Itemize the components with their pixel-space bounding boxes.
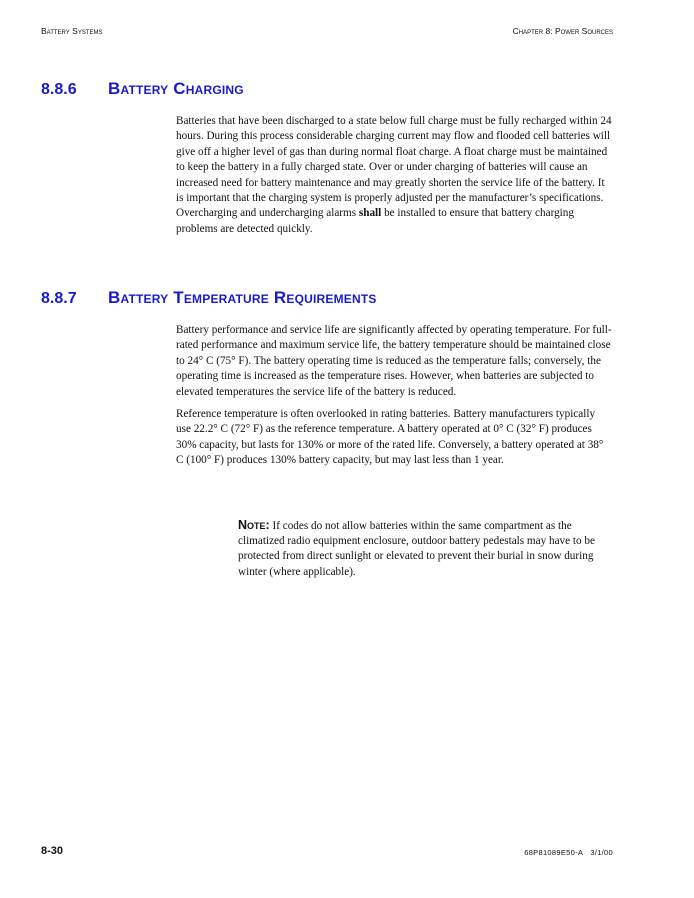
- section-number: 8.8.7: [41, 290, 77, 307]
- page-number: 8-30: [41, 845, 64, 857]
- header-chapter-title: Chapter 8: Power Sources: [512, 26, 613, 36]
- section-heading-battery-temperature: [41, 288, 377, 308]
- paragraph: Reference temperature is often overlooked in rating batteries. Battery manufacturers typically use 22.2° C (72° F) as the reference temperature. A battery operated at 0° C (32° F) produces 30% capacity, but lasts for 130% or more of the rated life. Conversely, a battery operated at 38° C (100° F) produces 130% battery capacity, but may last less than 1 year.: [176, 408, 604, 467]
- document-date: 3/1/00: [590, 848, 613, 857]
- paragraph: Battery performance and service life are significantly affected by operating temperature. For full-rated performance and maximum service life, the battery temperature should be maintained close to 24° C (75° F). The battery operating time is reduced as the temperature falls; conversely, the operating time is increased as the temperature rises. However, when batteries are subjected to elevated temperatures the service life of the battery is reduced.: [176, 324, 612, 398]
- page-header: [41, 26, 613, 38]
- section-body-battery-charging: [176, 114, 612, 244]
- header-section-title: Battery Systems: [41, 26, 103, 36]
- document-id: [524, 848, 613, 857]
- section-title: Battery Charging: [108, 79, 244, 98]
- document-number: 68P81089E50-A: [524, 848, 584, 857]
- note-callout: [238, 518, 614, 580]
- section-number: 8.8.6: [41, 81, 77, 98]
- section-body-battery-temperature: [176, 323, 612, 476]
- note-label: Note:: [238, 518, 270, 532]
- page-footer: [41, 845, 613, 859]
- paragraph: [176, 114, 612, 237]
- section-title: Battery Temperature Requirements: [108, 288, 377, 307]
- emphasis-text: shall: [358, 207, 382, 220]
- paragraph-text: Batteries that have been discharged to a state below full charge must be fully recharged within 24 hours. During this process considerable charging current may flow and flooded cell batteries will give off a higher level of gas than during normal float charge. A float charge must be maintained to keep the battery in a fully charged state. Over or under charging of batteries will cause an increased need for battery maintenance and may greatly shorten the service life of the battery. It is important that the charging system is properly adjusted per the manufacturer’s specifications. Overcharging and undercharging alarms: [176, 115, 612, 220]
- section-heading-battery-charging: [41, 79, 244, 99]
- note-text: If codes do not allow batteries within the same compartment as the climatized radio equipment enclosure, outdoor battery pedestals may have to be protected from direct sunlight or elevated to prevent their burial in snow during winter (where applicable).: [238, 520, 595, 578]
- paragraph-text: be installed to ensure that battery charging problems are detected quickly.: [176, 207, 574, 235]
